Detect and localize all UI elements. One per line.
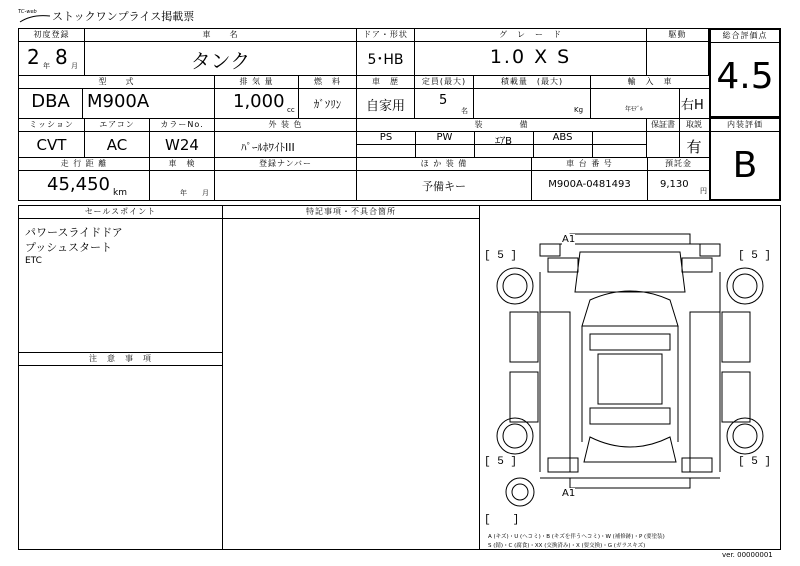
import-cell: 輸 入 車 年ﾓﾃﾞﾙ 右H: [590, 75, 710, 119]
special-notes-box: 特記事項・不具合箇所: [222, 205, 480, 550]
insp-month-unit: 月: [202, 189, 209, 197]
steering: 右H: [681, 98, 704, 113]
equip-pw: PW: [436, 132, 453, 143]
overall-score-box: 総合評価点 4.5: [709, 28, 781, 118]
grade-cell: グ レ ー ド 1.0 X S: [414, 28, 647, 76]
reg-year: 2: [27, 45, 40, 69]
cautions-box: 注 意 事 項: [18, 352, 223, 550]
equipment-cell: 装 備 PS PW ｴｱB ABS: [356, 118, 647, 158]
aircon: AC: [106, 136, 128, 154]
import-year-label: 年ﾓﾃﾞﾙ: [625, 106, 644, 113]
price: 9,130: [660, 179, 689, 190]
displacement-unit: cc: [287, 106, 295, 114]
mission-cell: ミッション CVT: [18, 118, 85, 158]
version-label: ver. 00000001: [722, 551, 773, 559]
interior-score-box: 内装評価 B: [709, 117, 781, 201]
price-unit: 円: [700, 187, 707, 195]
logo: [18, 9, 52, 21]
model: M900A: [87, 91, 150, 112]
reg-year-unit: 年: [43, 62, 50, 70]
color-no-cell: カラーNo. W24: [149, 118, 215, 158]
displacement: 1,000: [233, 91, 285, 112]
sales-point-2: プッシュスタート: [25, 241, 113, 254]
legend-line-1: A (キズ)・U (ヘコミ)・B (キズを伴うヘコミ)・W (補修跡)・P (要塗装): [488, 534, 665, 540]
price-cell: 預託金 9,130 円: [647, 157, 710, 201]
rear-damage-mark: A1: [562, 488, 576, 499]
capacity: 5: [439, 93, 448, 108]
displacement-cell: 排 気 量 1,000 cc: [214, 75, 299, 119]
sales-points-box: セールスポイント パワースライドドア プッシュスタート ETC: [18, 205, 223, 353]
plate-cell: 登録ナンバー: [214, 157, 357, 201]
tire-rear-left-score: [ 5 ]: [484, 456, 518, 468]
history-cell: 車 歴 自家用: [356, 75, 415, 119]
drive-cell: 駆動: [646, 28, 709, 76]
fuel-cell: 燃 料 ｶﾞｿﾘﾝ: [298, 75, 357, 119]
manual-value: 有: [686, 138, 702, 156]
sales-point-1: パワースライドドア: [25, 226, 123, 239]
equip-abs: ABS: [552, 132, 573, 143]
tire-front-left-score: [ 5 ]: [484, 250, 518, 262]
reg-month: 8: [55, 45, 68, 69]
mission: CVT: [36, 136, 67, 154]
overall-score: 4.5: [716, 56, 774, 97]
car-name: タンク: [190, 49, 251, 73]
reg-month-unit: 月: [71, 62, 78, 70]
logo-text: TC-web: [18, 9, 37, 15]
aircon-cell: エアコン AC: [84, 118, 150, 158]
car-inspection-diagram: [480, 222, 780, 522]
model-prefix: DBA: [31, 91, 70, 112]
color-no: W24: [165, 136, 199, 154]
load-unit: Kg: [574, 106, 584, 114]
history: 自家用: [365, 99, 405, 114]
mileage: 45,450: [47, 174, 110, 195]
insp-year-unit: 年: [180, 189, 187, 197]
interior-score: B: [732, 145, 758, 186]
grade: 1.0 X S: [489, 46, 572, 68]
door-shape-cell: ドア・形状 5･HB: [356, 28, 415, 76]
fuel: ｶﾞｿﾘﾝ: [313, 98, 342, 111]
exterior-color: ﾊﾟｰﾙﾎﾜｲﾄIII: [241, 141, 295, 154]
spare-tire-score: [ ]: [484, 514, 520, 526]
car-name-cell: 車 名 タンク: [84, 28, 357, 76]
chassis-cell: 車 台 番 号 M900A-0481493: [531, 157, 648, 201]
chassis-no: M900A-0481493: [548, 179, 631, 190]
capacity-unit: 名: [461, 107, 468, 115]
model-cell: 型 式 DBA M900A: [18, 75, 215, 119]
capacity-cell: 定員(最大) 5 名: [414, 75, 474, 119]
equip-airbag: ｴｱB: [495, 136, 512, 147]
tire-rear-right-score: [ 5 ]: [738, 456, 772, 468]
first-reg-cell: 初度登録 2 年 8 月: [18, 28, 85, 76]
mileage-cell: 走 行 距 離 45,450 km: [18, 157, 150, 201]
document-title: ストックワンプライス掲載票: [52, 10, 195, 23]
equip-ps: PS: [379, 132, 393, 143]
inspection-diagram-box: [479, 205, 781, 550]
mileage-unit: km: [113, 188, 127, 198]
legend-line-2: S (錆)・C (腐食)・XX (交換済み)・X (要交換)・G (ガラスキズ): [488, 543, 646, 549]
load-cell: 積載量 (最大) Kg: [473, 75, 591, 119]
front-damage-mark: A1: [562, 234, 576, 245]
other-equip-cell: ほ か 装 備 予備キー: [356, 157, 532, 201]
other-equip: 予備キー: [422, 180, 466, 193]
warranty-manual-cell: 保証書 取説 有: [646, 118, 710, 158]
inspection-cell: 車 検 年 月: [149, 157, 215, 201]
exterior-cell: 外 装 色 ﾊﾟｰﾙﾎﾜｲﾄIII: [214, 118, 357, 158]
tire-front-right-score: [ 5 ]: [738, 250, 772, 262]
door-shape: 5･HB: [367, 52, 404, 68]
sales-point-3: ETC: [25, 256, 42, 266]
